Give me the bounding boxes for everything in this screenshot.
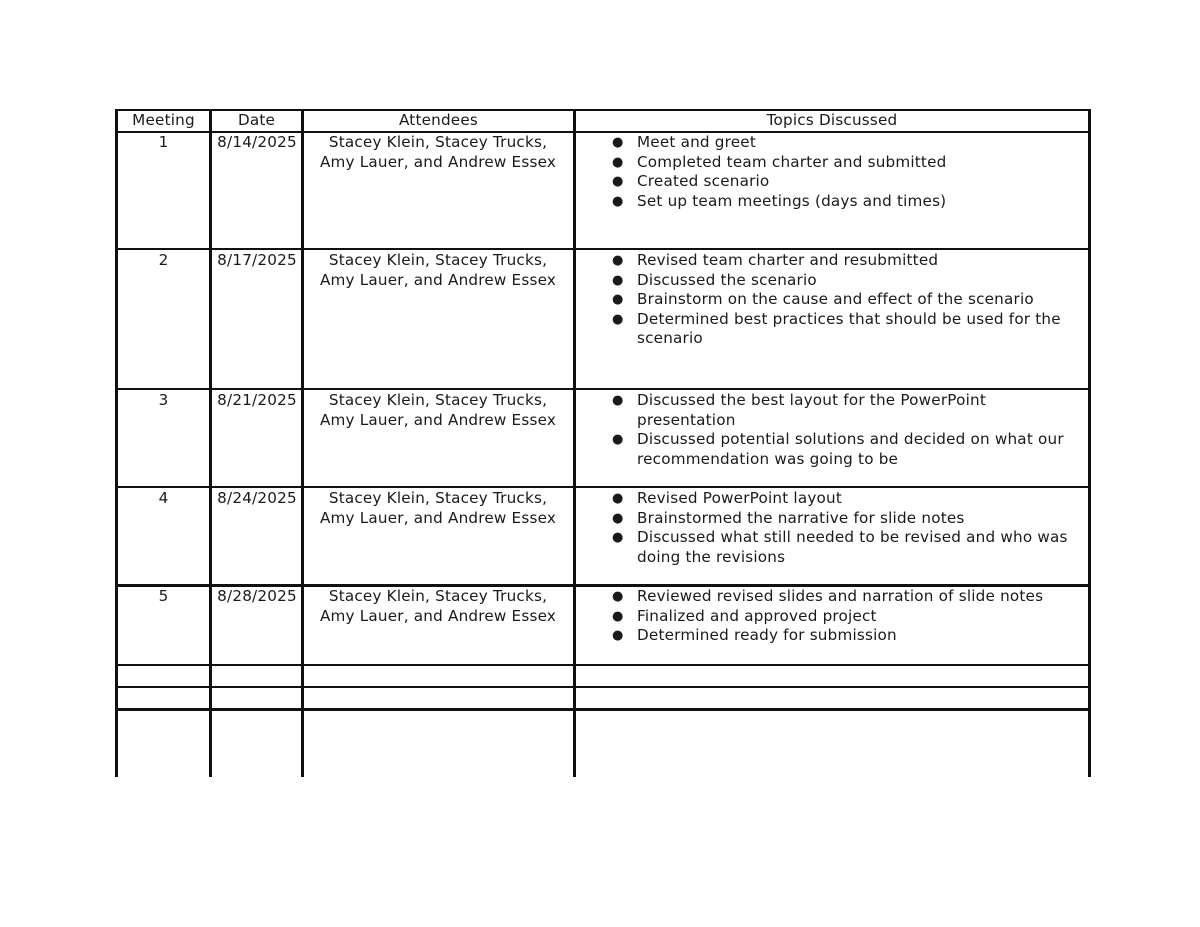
- topic-item: [612, 430, 1082, 469]
- row-1-bottom: [115, 248, 1091, 250]
- empty-row-1-bottom: [115, 686, 1091, 688]
- topics-list: [612, 133, 1082, 211]
- table-border-left: [115, 109, 118, 777]
- topic-item: [612, 489, 1082, 509]
- topic-item: [612, 172, 1082, 192]
- topic-text: Revised PowerPoint layout: [637, 489, 842, 507]
- topic-text: Brainstorm on the cause and effect of the scenario: [637, 290, 1034, 308]
- topic-item: [612, 271, 1082, 291]
- header-meeting: Meeting: [132, 111, 195, 129]
- bullet-icon: ●: [612, 510, 624, 526]
- header-date: Date: [237, 111, 276, 129]
- topic-item: [612, 310, 1082, 349]
- topic-text: Set up team meetings (days and times): [637, 191, 947, 210]
- meeting-topics: [612, 391, 1082, 469]
- topic-item: [612, 391, 1082, 430]
- bullet-icon: ●: [612, 292, 624, 307]
- meeting-number: 5: [158, 587, 169, 605]
- topic-text: Discussed the scenario: [637, 270, 817, 289]
- bullet-icon: ●: [612, 491, 624, 506]
- meeting-topics: [612, 133, 1082, 211]
- bullet-icon: ●: [612, 135, 624, 150]
- column-divider-attendees-topics: [573, 109, 576, 777]
- meeting-topics: [612, 251, 1082, 349]
- meeting-topics: [612, 489, 1082, 567]
- topic-text: Revised team charter and resubmitted: [637, 251, 939, 269]
- bullet-icon: ●: [612, 174, 624, 189]
- topic-text: Determined best practices that should be used for the scenario: [637, 309, 1061, 347]
- meeting-date: 8/17/2025: [217, 251, 297, 269]
- topics-list: [612, 391, 1082, 469]
- header-attendees: Attendees: [398, 111, 479, 129]
- meeting-attendees: Stacey Klein, Stacey Trucks, Amy Lauer, and Andrew Essex: [319, 587, 557, 625]
- table-border-right: [1088, 109, 1091, 777]
- meeting-attendees: Stacey Klein, Stacey Trucks, Amy Lauer, and Andrew Essex: [319, 251, 557, 289]
- header-topics-discussed: Topics Discussed: [766, 111, 898, 129]
- topic-item: [612, 153, 1082, 173]
- bullet-icon: ●: [612, 530, 624, 545]
- bullet-icon: ●: [612, 193, 624, 209]
- bullet-icon: ●: [612, 154, 624, 170]
- meeting-number: 2: [158, 251, 169, 269]
- topic-text: Completed team charter and submitted: [637, 152, 947, 171]
- topic-item: [612, 587, 1082, 607]
- meeting-topics: [612, 587, 1082, 646]
- topic-text: Discussed potential solutions and decided on what our recommendation was going to be: [637, 430, 1064, 468]
- empty-row-2-bottom: [115, 708, 1091, 711]
- bullet-icon: ●: [612, 589, 624, 604]
- topic-text: Discussed what still needed to be revised and who was doing the revisions: [637, 528, 1068, 566]
- topic-item: [612, 626, 1082, 646]
- topic-item: [612, 607, 1082, 627]
- meeting-date: 8/28/2025: [217, 587, 297, 605]
- topic-item: [612, 528, 1082, 567]
- topic-text: Meet and greet: [637, 133, 756, 151]
- topic-text: Determined ready for submission: [637, 626, 897, 644]
- meeting-number: 1: [158, 133, 169, 151]
- meeting-number: 4: [158, 489, 169, 507]
- topic-text: Reviewed revised slides and narration of slide notes: [637, 587, 1044, 605]
- meeting-date: 8/24/2025: [217, 489, 297, 507]
- bullet-icon: ●: [612, 272, 624, 288]
- bullet-icon: ●: [612, 432, 624, 447]
- topics-list: [612, 251, 1082, 349]
- meeting-number: 3: [158, 391, 169, 409]
- row-5-bottom: [115, 664, 1091, 666]
- row-2-bottom: [115, 388, 1091, 390]
- column-divider-meeting-date: [209, 109, 212, 777]
- meeting-date: 8/14/2025: [217, 133, 297, 151]
- bullet-icon: ●: [612, 311, 624, 327]
- topic-text: Created scenario: [637, 172, 770, 190]
- topic-item: [612, 133, 1082, 153]
- topic-text: Discussed the best layout for the PowerPoint presentation: [637, 391, 986, 429]
- bullet-icon: ●: [612, 608, 624, 624]
- bullet-icon: ●: [612, 628, 624, 643]
- bullet-icon: ●: [612, 393, 624, 408]
- topic-item: [612, 290, 1082, 310]
- topic-text: Brainstormed the narrative for slide notes: [637, 508, 965, 527]
- meeting-attendees: Stacey Klein, Stacey Trucks, Amy Lauer, and Andrew Essex: [319, 489, 557, 527]
- topic-item: [612, 509, 1082, 529]
- column-divider-date-attendees: [301, 109, 304, 777]
- topics-list: [612, 587, 1082, 646]
- meeting-date: 8/21/2025: [217, 391, 297, 409]
- meeting-attendees: Stacey Klein, Stacey Trucks, Amy Lauer, and Andrew Essex: [319, 133, 557, 171]
- topic-text: Finalized and approved project: [637, 606, 877, 625]
- topic-item: [612, 192, 1082, 212]
- topics-list: [612, 489, 1082, 567]
- row-3-bottom: [115, 486, 1091, 488]
- bullet-icon: ●: [612, 253, 624, 268]
- meeting-attendees: Stacey Klein, Stacey Trucks, Amy Lauer, and Andrew Essex: [319, 391, 557, 429]
- topic-item: [612, 251, 1082, 271]
